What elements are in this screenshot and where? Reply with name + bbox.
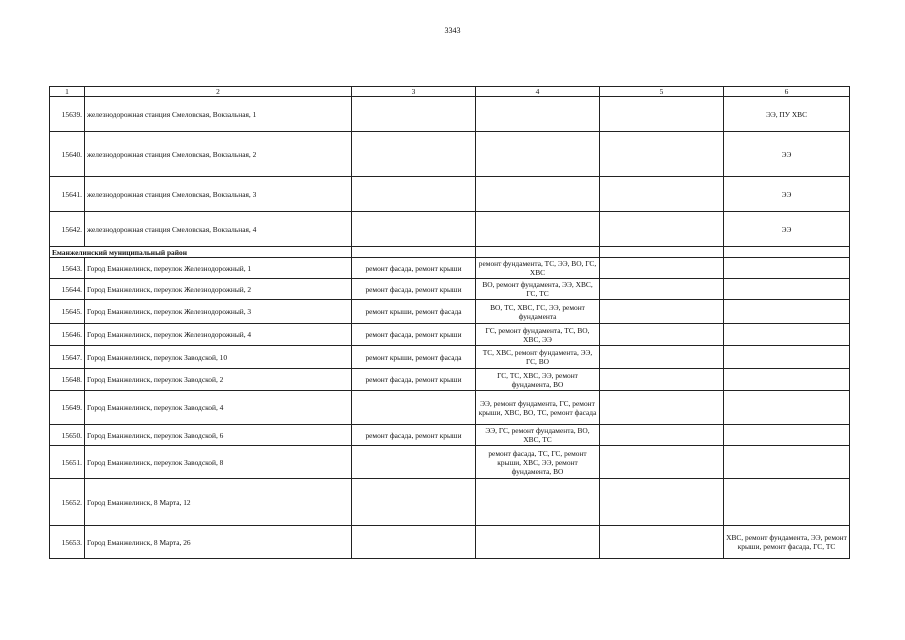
column-3-cell: ремонт фасада, ремонт крыши <box>352 369 476 391</box>
column-4-cell: ремонт фасада, ТС, ГС, ремонт крыши, ХВС, ЭЭ, ремонт фундамента, ВО <box>476 446 600 479</box>
row-number-cell: 15646. <box>50 324 85 346</box>
row-number-cell: 15639. <box>50 97 85 132</box>
column-6-cell <box>724 425 850 446</box>
address-cell: железнодорожная станция Смеловская, Вокзальная, 1 <box>85 97 352 132</box>
address-cell: Город Еманжелинск, переулок Заводской, 2 <box>85 369 352 391</box>
column-3-cell: ремонт крыши, ремонт фасада <box>352 346 476 369</box>
column-5-cell <box>600 97 724 132</box>
column-4-cell: ремонт фундамента, ТС, ЭЭ, ВО, ГС, ХВС <box>476 258 600 279</box>
column-6-cell <box>724 369 850 391</box>
row-number-cell: 15640. <box>50 132 85 177</box>
table-row <box>50 177 850 212</box>
column-3-cell: ремонт фасада, ремонт крыши <box>352 258 476 279</box>
address-cell: Город Еманжелинск, переулок Заводской, 4 <box>85 391 352 425</box>
row-number-cell: 15652. <box>50 479 85 526</box>
column-3-cell <box>352 526 476 559</box>
address-cell: Город Еманжелинск, переулок Железнодорожный, 1 <box>85 258 352 279</box>
column-6-cell <box>724 446 850 479</box>
column-6-cell: ЭЭ <box>724 132 850 177</box>
column-4-cell <box>476 526 600 559</box>
column-4-cell: ЭЭ, ГС, ремонт фундамента, ВО, ХВС, ТС <box>476 425 600 446</box>
column-5-cell <box>600 324 724 346</box>
header-row <box>50 87 850 97</box>
section-row <box>50 247 850 258</box>
table-row <box>50 97 850 132</box>
table-row <box>50 446 850 479</box>
row-number-cell: 15642. <box>50 212 85 247</box>
column-3-cell <box>352 391 476 425</box>
column-6-cell <box>724 479 850 526</box>
column-3-cell <box>352 479 476 526</box>
column-5-cell <box>600 369 724 391</box>
row-number-cell: 15648. <box>50 369 85 391</box>
table-row <box>50 346 850 369</box>
column-3-cell <box>352 446 476 479</box>
data-table <box>49 86 850 559</box>
column-4-cell <box>476 97 600 132</box>
section-title: Еманжелинский муниципальный район <box>50 247 352 258</box>
column-5-cell <box>600 526 724 559</box>
column-5-cell <box>600 300 724 324</box>
row-number-cell: 15649. <box>50 391 85 425</box>
empty-cell <box>476 247 600 258</box>
row-number-cell: 15644. <box>50 279 85 300</box>
column-5-cell <box>600 258 724 279</box>
column-4-cell: ТС, ХВС, ремонт фундамента, ЭЭ, ГС, ВО <box>476 346 600 369</box>
column-4-cell <box>476 479 600 526</box>
table-row <box>50 279 850 300</box>
column-5-cell <box>600 391 724 425</box>
row-number-cell: 15650. <box>50 425 85 446</box>
column-6-cell <box>724 324 850 346</box>
address-cell: железнодорожная станция Смеловская, Вокзальная, 4 <box>85 212 352 247</box>
row-number-cell: 15645. <box>50 300 85 324</box>
column-5-cell <box>600 177 724 212</box>
row-number-cell: 15647. <box>50 346 85 369</box>
column-5-cell <box>600 279 724 300</box>
empty-cell <box>600 247 724 258</box>
empty-cell <box>352 247 476 258</box>
table-row <box>50 258 850 279</box>
address-cell: Город Еманжелинск, переулок Железнодорожный, 4 <box>85 324 352 346</box>
address-cell: Город Еманжелинск, переулок Заводской, 8 <box>85 446 352 479</box>
column-6-cell <box>724 391 850 425</box>
row-number-cell: 15643. <box>50 258 85 279</box>
column-4-cell: ЭЭ, ремонт фундамента, ГС, ремонт крыши, ХВС, ВО, ТС, ремонт фасада <box>476 391 600 425</box>
column-4-cell: ВО, ТС, ХВС, ГС, ЭЭ, ремонт фундамента <box>476 300 600 324</box>
column-header: 6 <box>724 87 850 97</box>
column-header: 3 <box>352 87 476 97</box>
address-cell: Город Еманжелинск, 8 Марта, 26 <box>85 526 352 559</box>
column-4-cell <box>476 177 600 212</box>
column-5-cell <box>600 212 724 247</box>
address-cell: Город Еманжелинск, переулок Заводской, 10 <box>85 346 352 369</box>
column-4-cell <box>476 132 600 177</box>
empty-cell <box>724 247 850 258</box>
table-row <box>50 324 850 346</box>
row-number-cell: 15651. <box>50 446 85 479</box>
column-3-cell: ремонт крыши, ремонт фасада <box>352 300 476 324</box>
column-3-cell <box>352 212 476 247</box>
table-row <box>50 479 850 526</box>
column-6-cell: ХВС, ремонт фундамента, ЭЭ, ремонт крыши, ремонт фасада, ГС, ТС <box>724 526 850 559</box>
address-cell: железнодорожная станция Смеловская, Вокзальная, 2 <box>85 132 352 177</box>
column-4-cell: ГС, ТС, ХВС, ЭЭ, ремонт фундамента, ВО <box>476 369 600 391</box>
column-3-cell <box>352 177 476 212</box>
column-3-cell: ремонт фасада, ремонт крыши <box>352 324 476 346</box>
row-number-cell: 15641. <box>50 177 85 212</box>
column-5-cell <box>600 479 724 526</box>
column-6-cell: ЭЭ, ПУ ХВС <box>724 97 850 132</box>
column-5-cell <box>600 132 724 177</box>
table-row <box>50 425 850 446</box>
table-row <box>50 300 850 324</box>
column-header: 2 <box>85 87 352 97</box>
column-5-cell <box>600 346 724 369</box>
column-3-cell: ремонт фасада, ремонт крыши <box>352 425 476 446</box>
column-6-cell <box>724 300 850 324</box>
column-header: 4 <box>476 87 600 97</box>
address-cell: Город Еманжелинск, переулок Железнодорожный, 3 <box>85 300 352 324</box>
column-6-cell <box>724 258 850 279</box>
address-cell: Город Еманжелинск, переулок Железнодорожный, 2 <box>85 279 352 300</box>
table-row <box>50 369 850 391</box>
table-row <box>50 212 850 247</box>
column-header: 1 <box>50 87 85 97</box>
column-3-cell <box>352 132 476 177</box>
address-cell: железнодорожная станция Смеловская, Вокзальная, 3 <box>85 177 352 212</box>
address-cell: Город Еманжелинск, переулок Заводской, 6 <box>85 425 352 446</box>
column-6-cell: ЭЭ <box>724 177 850 212</box>
column-6-cell <box>724 279 850 300</box>
column-5-cell <box>600 446 724 479</box>
column-4-cell: ГС, ремонт фундамента, ТС, ВО, ХВС, ЭЭ <box>476 324 600 346</box>
page-number: 3343 <box>444 26 461 35</box>
column-4-cell: ВО, ремонт фундамента, ЭЭ, ХВС, ГС, ТС <box>476 279 600 300</box>
column-3-cell <box>352 97 476 132</box>
column-3-cell: ремонт фасада, ремонт крыши <box>352 279 476 300</box>
column-5-cell <box>600 425 724 446</box>
column-4-cell <box>476 212 600 247</box>
row-number-cell: 15653. <box>50 526 85 559</box>
column-header: 5 <box>600 87 724 97</box>
address-cell: Город Еманжелинск, 8 Марта, 12 <box>85 479 352 526</box>
column-6-cell <box>724 346 850 369</box>
column-6-cell: ЭЭ <box>724 212 850 247</box>
table-row <box>50 526 850 559</box>
table-row <box>50 391 850 425</box>
table-row <box>50 132 850 177</box>
